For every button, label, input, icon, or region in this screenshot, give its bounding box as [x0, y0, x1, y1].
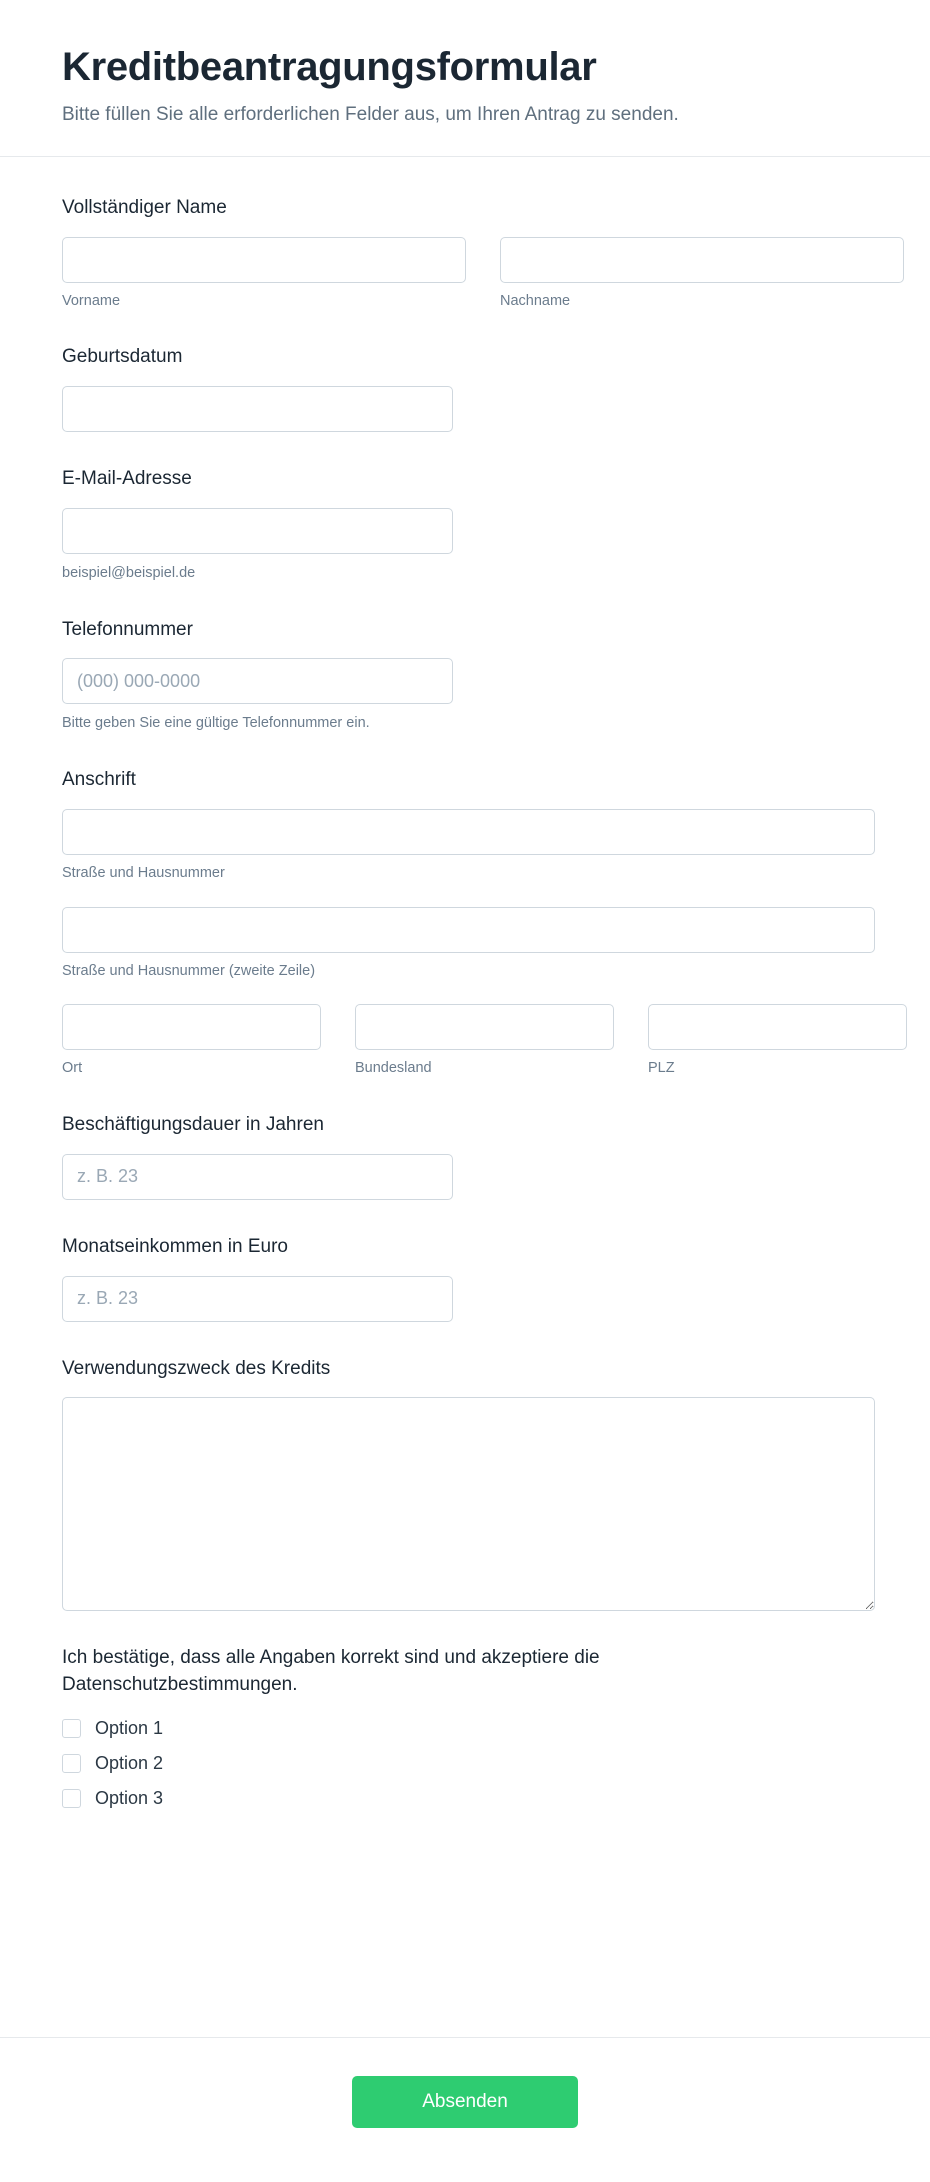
phone-hint: Bitte geben Sie eine gültige Telefonnummer ein.	[62, 715, 370, 732]
email-group	[62, 508, 453, 583]
consent-option-1-label: Option 1	[95, 1718, 164, 1739]
birthdate-input[interactable]	[62, 386, 453, 432]
state-input[interactable]	[355, 1004, 614, 1050]
phone-group	[62, 658, 453, 733]
state-group	[355, 1004, 614, 1078]
field-email	[62, 466, 868, 582]
consent-checkbox-group	[62, 1718, 868, 1809]
field-birthdate	[62, 344, 868, 432]
phone-input[interactable]	[62, 658, 453, 704]
monthly-income-input[interactable]	[62, 1276, 453, 1322]
email-hint: beispiel@beispiel.de	[62, 564, 196, 581]
label-phone: Telefonnummer	[62, 618, 193, 640]
city-input[interactable]	[62, 1004, 321, 1050]
label-email: E-Mail-Adresse	[62, 468, 192, 490]
submit-button[interactable]: Absenden	[352, 2076, 578, 2128]
page-subtitle: Bitte füllen Sie alle erforderlichen Felder aus, um Ihren Antrag zu senden.	[62, 104, 679, 125]
form-header	[0, 0, 930, 157]
street2-group	[62, 907, 875, 981]
checkbox-icon[interactable]	[62, 1789, 81, 1808]
state-sublabel: Bundesland	[355, 1060, 432, 1077]
last-name-sublabel: Nachname	[500, 292, 571, 309]
field-consent	[62, 1645, 868, 1809]
monthly-income-group	[62, 1276, 453, 1322]
field-full-name	[62, 195, 868, 310]
label-employment-years: Beschäftigungsdauer in Jahren	[62, 1114, 324, 1136]
city-sublabel: Ort	[62, 1060, 83, 1077]
field-loan-purpose	[62, 1356, 868, 1612]
checkbox-icon[interactable]	[62, 1754, 81, 1773]
consent-option-2[interactable]	[62, 1753, 868, 1774]
consent-option-2-label: Option 2	[95, 1753, 164, 1774]
street-address-line1-input[interactable]	[62, 809, 875, 855]
email-input[interactable]	[62, 508, 453, 554]
loan-purpose-textarea[interactable]	[62, 1397, 875, 1611]
field-phone	[62, 617, 868, 733]
zip-input[interactable]	[648, 1004, 907, 1050]
street1-group	[62, 809, 875, 883]
consent-option-3-label: Option 3	[95, 1788, 164, 1809]
consent-option-1[interactable]	[62, 1718, 868, 1739]
employment-years-group	[62, 1154, 453, 1200]
loan-purpose-group	[62, 1397, 875, 1611]
first-name-sublabel: Vorname	[62, 292, 121, 309]
form-footer	[0, 2037, 930, 2182]
first-name-group	[62, 237, 466, 311]
checkbox-icon[interactable]	[62, 1719, 81, 1738]
city-state-zip-row	[62, 1004, 868, 1078]
last-name-input[interactable]	[500, 237, 904, 283]
city-group	[62, 1004, 321, 1078]
page-title: Kreditbeantragungsformular	[62, 45, 597, 89]
label-birthdate: Geburtsdatum	[62, 346, 183, 368]
consent-option-3[interactable]	[62, 1788, 868, 1809]
last-name-group	[500, 237, 904, 311]
employment-years-input[interactable]	[62, 1154, 453, 1200]
label-address: Anschrift	[62, 769, 136, 791]
full-name-row	[62, 237, 868, 311]
label-consent: Ich bestätige, dass alle Angaben korrekt sind und akzeptiere die Datenschutzbestimmungen.	[62, 1647, 600, 1695]
birthdate-group	[62, 386, 453, 432]
label-full-name: Vollständiger Name	[62, 197, 227, 218]
street-address-line2-input[interactable]	[62, 907, 875, 953]
label-loan-purpose: Verwendungszweck des Kredits	[62, 1357, 331, 1379]
street2-sublabel: Straße und Hausnummer (zweite Zeile)	[62, 962, 316, 979]
street1-sublabel: Straße und Hausnummer	[62, 864, 225, 881]
zip-sublabel: PLZ	[648, 1060, 675, 1077]
form-body	[0, 157, 930, 2037]
zip-group	[648, 1004, 907, 1078]
field-employment-years	[62, 1112, 868, 1200]
field-monthly-income	[62, 1234, 868, 1322]
label-monthly-income: Monatseinkommen in Euro	[62, 1235, 288, 1257]
first-name-input[interactable]	[62, 237, 466, 283]
field-address	[62, 767, 868, 1078]
